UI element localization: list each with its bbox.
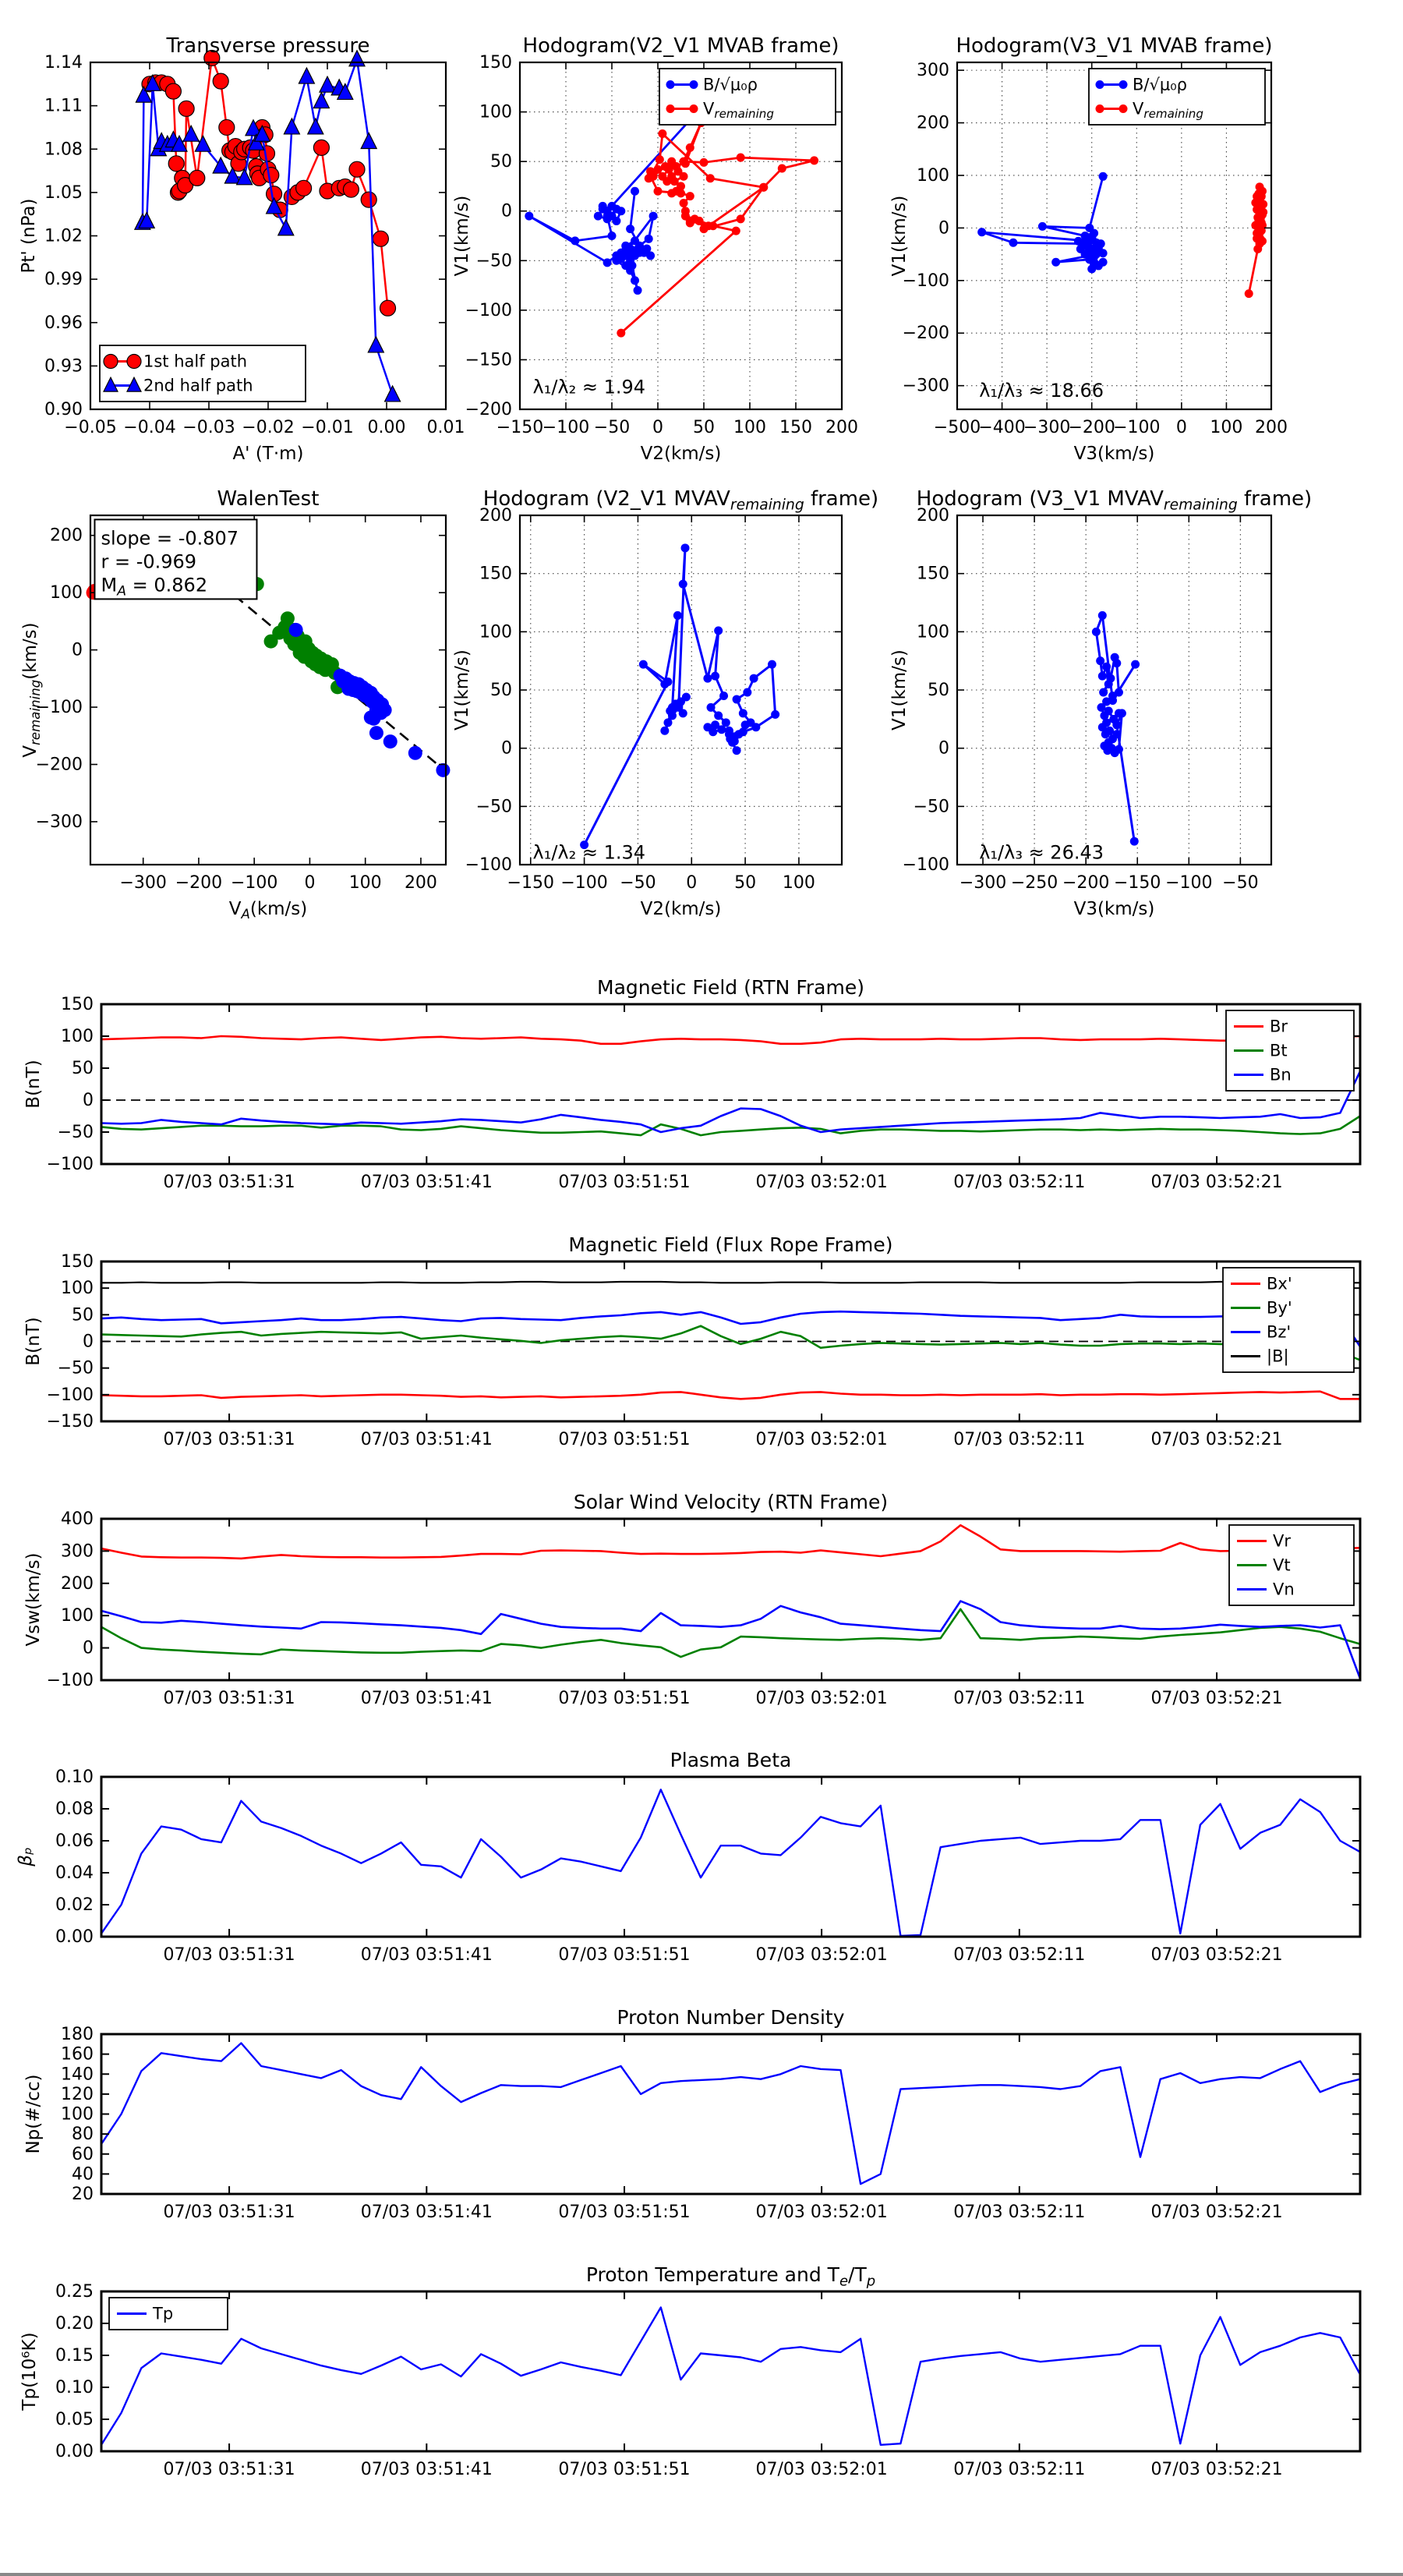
x-tick-label: −150 bbox=[496, 418, 544, 437]
legend-label: Bz' bbox=[1267, 1322, 1292, 1342]
legend bbox=[109, 2298, 228, 2330]
y-tick-label: 100 bbox=[479, 622, 512, 642]
x-tick-label: −100 bbox=[1165, 873, 1213, 893]
legend-label: B/√μ₀ρ bbox=[703, 75, 758, 94]
x-tick-label: −0.04 bbox=[123, 418, 176, 437]
series-V remaining bbox=[580, 543, 779, 849]
x-tick-label: 07/03 03:51:41 bbox=[360, 1430, 493, 1449]
x-tick-label: −0.01 bbox=[301, 418, 354, 437]
panel-plasma-beta bbox=[16, 1749, 1360, 1965]
y-tick-label: 0.00 bbox=[55, 1927, 94, 1947]
legend bbox=[100, 345, 306, 402]
x-tick-label: 07/03 03:51:31 bbox=[163, 2203, 295, 2222]
y-tick-label: −150 bbox=[46, 1412, 94, 1431]
x-tick-label: 07/03 03:52:11 bbox=[953, 2460, 1086, 2479]
x-tick-label: 100 bbox=[733, 418, 766, 437]
x-tick-label: −150 bbox=[507, 873, 554, 893]
x-tick-label: 07/03 03:51:31 bbox=[163, 1173, 295, 1192]
annotation bbox=[979, 380, 1104, 402]
series-Tp bbox=[101, 2308, 1360, 2445]
axes-frame bbox=[520, 515, 842, 865]
x-tick-label: 200 bbox=[404, 873, 437, 893]
y-tick-label: 0 bbox=[83, 1091, 94, 1110]
y-tick-label: 200 bbox=[61, 1573, 94, 1594]
axes-frame bbox=[101, 1777, 1360, 1937]
x-tick-label: 07/03 03:51:41 bbox=[360, 1173, 493, 1192]
y-tick-label: −200 bbox=[35, 755, 83, 775]
y-tick-label: 80 bbox=[72, 2125, 94, 2145]
x-tick-label: 0 bbox=[652, 418, 663, 437]
panel-mag-fluxrope bbox=[23, 1233, 1360, 1449]
y-tick-label: 0.05 bbox=[55, 2410, 94, 2429]
title-plasma-beta: Plasma Beta bbox=[670, 1749, 792, 1771]
series-V remaining bbox=[1092, 611, 1140, 846]
legend-label: 1st half path bbox=[143, 352, 248, 371]
series-Bt bbox=[101, 1116, 1360, 1136]
x-tick-label: −200 bbox=[1062, 873, 1110, 893]
title-mag-fluxrope: Magnetic Field (Flux Rope Frame) bbox=[568, 1233, 893, 1256]
legend-label: $V_{remaining}$ bbox=[1133, 99, 1203, 122]
title-mag-rtn: Magnetic Field (RTN Frame) bbox=[597, 976, 864, 999]
y-tick-label: 0 bbox=[83, 1638, 94, 1658]
y-tick-label: −100 bbox=[465, 300, 512, 320]
title-hodogram-v2v1-mvab: Hodogram(V2_V1 MVAB frame) bbox=[522, 34, 839, 58]
series-beta_p bbox=[101, 1789, 1360, 1936]
x-tick-label: −50 bbox=[1222, 873, 1259, 893]
ticks bbox=[101, 1519, 1360, 1680]
y-axis-label: V1(km/s) bbox=[889, 195, 910, 277]
series-By' bbox=[101, 1326, 1360, 1361]
x-tick-label: −300 bbox=[1023, 418, 1071, 437]
y-tick-label: 200 bbox=[917, 113, 949, 133]
x-tick-label: 07/03 03:51:41 bbox=[360, 1945, 493, 1965]
title-hodogram-v3v1-mvab: Hodogram(V3_V1 MVAB frame) bbox=[956, 34, 1273, 58]
grid bbox=[520, 515, 842, 865]
ticks bbox=[520, 515, 842, 865]
y-tick-label: 0.99 bbox=[44, 270, 83, 290]
y-axis-label: V1(km/s) bbox=[452, 195, 472, 277]
annotation-line: λ₁/λ₃ ≈ 26.43 bbox=[979, 841, 1104, 864]
annotation bbox=[94, 519, 256, 599]
x-tick-label: 07/03 03:52:11 bbox=[953, 2203, 1086, 2222]
x-tick-label: 07/03 03:51:31 bbox=[163, 1430, 295, 1449]
x-tick-label: 07/03 03:52:01 bbox=[755, 2203, 888, 2222]
y-axis-label: Vsw(km/s) bbox=[23, 1552, 44, 1647]
y-tick-label: 0 bbox=[501, 738, 512, 759]
y-tick-label: 180 bbox=[61, 2025, 94, 2044]
series-Vt bbox=[101, 1609, 1360, 1657]
x-tick-label: −100 bbox=[560, 873, 608, 893]
x-tick-label: 07/03 03:52:21 bbox=[1150, 1430, 1283, 1449]
ticks bbox=[101, 2034, 1360, 2194]
x-tick-label: 07/03 03:52:01 bbox=[755, 1945, 888, 1965]
y-axis-label: V1(km/s) bbox=[889, 649, 910, 731]
x-tick-label: 150 bbox=[779, 418, 812, 437]
y-tick-label: 0.15 bbox=[55, 2346, 94, 2365]
y-tick-label: −50 bbox=[57, 1358, 94, 1378]
x-tick-label: 07/03 03:52:01 bbox=[755, 2460, 888, 2479]
y-axis-label: Tp(10⁶K) bbox=[19, 2332, 40, 2411]
y-tick-label: −100 bbox=[902, 271, 949, 291]
y-tick-label: −100 bbox=[465, 855, 512, 875]
legend-label: Bt bbox=[1270, 1041, 1288, 1060]
title-walen-test: WalenTest bbox=[217, 487, 320, 511]
panel-vsw-rtn bbox=[23, 1491, 1360, 1708]
series-Vr bbox=[101, 1525, 1360, 1559]
legend-label: Vn bbox=[1273, 1580, 1295, 1599]
y-tick-label: 140 bbox=[61, 2065, 94, 2085]
x-tick-label: −500 bbox=[933, 418, 981, 437]
annotation-line: λ₁/λ₂ ≈ 1.34 bbox=[532, 841, 646, 864]
y-tick-label: −300 bbox=[902, 376, 949, 396]
x-axis-label: V2(km/s) bbox=[640, 899, 722, 919]
x-tick-label: −300 bbox=[959, 873, 1007, 893]
y-tick-label: 0.20 bbox=[55, 2314, 94, 2334]
y-tick-label: 100 bbox=[917, 165, 949, 186]
x-tick-label: 07/03 03:52:21 bbox=[1150, 2203, 1283, 2222]
panel-hodogram-v3v1-mvab bbox=[889, 34, 1288, 464]
x-tick-label: 0.00 bbox=[367, 418, 406, 437]
y-tick-label: 0.10 bbox=[55, 1767, 94, 1787]
y-tick-label: −50 bbox=[913, 797, 949, 817]
y-tick-label: 100 bbox=[61, 1279, 94, 1299]
y-tick-label: 100 bbox=[61, 1606, 94, 1626]
panel-mag-rtn bbox=[23, 976, 1360, 1192]
y-tick-label: 0 bbox=[83, 1332, 94, 1352]
x-tick-label: −0.05 bbox=[64, 418, 117, 437]
y-tick-label: 150 bbox=[917, 564, 949, 584]
y-tick-label: 0.96 bbox=[44, 313, 83, 333]
panel-hodogram-v3v1-mvav bbox=[889, 487, 1312, 919]
x-tick-label: 200 bbox=[1255, 418, 1288, 437]
x-tick-label: −300 bbox=[119, 873, 167, 893]
y-axis-label: V1(km/s) bbox=[452, 649, 472, 731]
y-tick-label: 40 bbox=[72, 2164, 94, 2185]
x-tick-label: −250 bbox=[1010, 873, 1058, 893]
y-tick-label: 150 bbox=[61, 995, 94, 1014]
legend-label: Br bbox=[1270, 1017, 1288, 1036]
x-tick-label: 07/03 03:52:21 bbox=[1150, 1689, 1283, 1708]
y-tick-label: 0.02 bbox=[55, 1895, 94, 1915]
y-axis-label: Np(#/cc) bbox=[23, 2074, 44, 2154]
x-tick-label: 07/03 03:51:51 bbox=[558, 2460, 691, 2479]
x-tick-label: 07/03 03:52:21 bbox=[1150, 1945, 1283, 1965]
y-tick-label: 50 bbox=[490, 152, 512, 172]
series-Bx' bbox=[101, 1392, 1360, 1399]
y-tick-label: 150 bbox=[479, 564, 512, 584]
y-tick-label: −100 bbox=[46, 1385, 94, 1405]
title-vsw-rtn: Solar Wind Velocity (RTN Frame) bbox=[573, 1491, 889, 1513]
y-tick-label: 0.06 bbox=[55, 1831, 94, 1851]
x-tick-label: 07/03 03:52:11 bbox=[953, 1430, 1086, 1449]
title-proton-density: Proton Number Density bbox=[617, 2006, 845, 2029]
y-tick-label: 60 bbox=[72, 2144, 94, 2164]
x-tick-label: 50 bbox=[693, 418, 715, 437]
x-tick-label: 07/03 03:52:21 bbox=[1150, 2460, 1283, 2479]
x-tick-label: 07/03 03:52:01 bbox=[755, 1173, 888, 1192]
ticks bbox=[101, 1004, 1360, 1164]
x-tick-label: 100 bbox=[782, 873, 815, 893]
y-tick-label: 120 bbox=[61, 2084, 94, 2104]
x-tick-label: 07/03 03:52:11 bbox=[953, 1173, 1086, 1192]
y-tick-label: 0 bbox=[72, 640, 83, 660]
y-tick-label: 0 bbox=[501, 201, 512, 221]
title-transverse-pressure: Transverse pressure bbox=[166, 34, 370, 58]
y-tick-label: −100 bbox=[46, 1155, 94, 1174]
y-axis-label: $V_{remaining}(km/s)$ bbox=[20, 622, 44, 758]
y-tick-label: 50 bbox=[928, 681, 949, 700]
annotation bbox=[533, 377, 646, 398]
legend-label: Vr bbox=[1273, 1531, 1291, 1551]
y-tick-label: 200 bbox=[50, 525, 83, 546]
series-Br bbox=[101, 1036, 1360, 1045]
title-hodogram-v3v1-mvav: Hodogram (V3_V1 $MVAV_{remaining}$ frame) bbox=[916, 487, 1313, 514]
y-tick-label: 100 bbox=[917, 622, 949, 642]
annotation-line: slope = -0.807 bbox=[101, 527, 239, 550]
y-tick-label: −50 bbox=[475, 797, 512, 817]
x-tick-label: 07/03 03:51:41 bbox=[360, 2460, 493, 2479]
y-tick-label: 0.25 bbox=[55, 2282, 94, 2302]
y-tick-label: 50 bbox=[72, 1305, 94, 1325]
x-tick-label: 07/03 03:51:51 bbox=[558, 2203, 691, 2222]
x-tick-label: 07/03 03:52:11 bbox=[953, 1945, 1086, 1965]
legend-label: By' bbox=[1267, 1298, 1292, 1318]
x-axis-label: V2(km/s) bbox=[640, 444, 722, 464]
axes-frame bbox=[101, 1519, 1360, 1680]
y-axis-label: βₚ bbox=[16, 1847, 36, 1867]
legend-label: Vt bbox=[1273, 1555, 1291, 1575]
y-tick-label: 100 bbox=[50, 583, 83, 603]
y-tick-label: 0 bbox=[938, 738, 949, 759]
grid bbox=[957, 515, 1271, 865]
y-axis-label: B(nT) bbox=[23, 1060, 44, 1109]
y-axis-label: Pt' (nPa) bbox=[19, 198, 39, 274]
y-axis-label: B(nT) bbox=[23, 1317, 44, 1366]
x-tick-label: −100 bbox=[542, 418, 590, 437]
y-tick-label: 0.10 bbox=[55, 2378, 94, 2397]
x-tick-label: −0.02 bbox=[242, 418, 295, 437]
series-Bn bbox=[101, 1071, 1360, 1132]
series-1st half path bbox=[142, 50, 396, 316]
annotation-line: λ₁/λ₃ ≈ 18.66 bbox=[979, 379, 1104, 402]
panel-hodogram-v2v1-mvav bbox=[452, 487, 878, 919]
y-tick-label: 1.14 bbox=[44, 53, 83, 73]
series-|B| bbox=[101, 1282, 1360, 1283]
title-hodogram-v2v1-mvav: Hodogram (V2_V1 $MVAV_{remaining}$ frame) bbox=[482, 487, 879, 514]
title-proton-temp: Proton Temperature and $T_e/T_p$ bbox=[585, 2263, 876, 2290]
x-tick-label: −200 bbox=[1068, 418, 1115, 437]
y-tick-label: −300 bbox=[35, 812, 83, 832]
legend-label: B/√μ₀ρ bbox=[1133, 75, 1187, 94]
y-tick-label: 50 bbox=[490, 681, 512, 700]
x-tick-label: 07/03 03:51:51 bbox=[558, 1173, 691, 1192]
x-tick-label: −150 bbox=[1114, 873, 1161, 893]
x-tick-label: 07/03 03:52:01 bbox=[755, 1689, 888, 1708]
x-tick-label: 07/03 03:51:51 bbox=[558, 1689, 691, 1708]
ticks bbox=[101, 1777, 1360, 1937]
annotation-line: $M_A = 0.862$ bbox=[101, 574, 208, 600]
x-tick-label: 07/03 03:51:41 bbox=[360, 2203, 493, 2222]
legend-label: Bn bbox=[1270, 1065, 1292, 1085]
y-tick-label: 400 bbox=[61, 1509, 94, 1529]
x-axis-label: V3(km/s) bbox=[1073, 899, 1155, 919]
x-tick-label: −100 bbox=[1113, 418, 1161, 437]
x-tick-label: 07/03 03:52:11 bbox=[953, 1689, 1086, 1708]
x-tick-label: 0 bbox=[304, 873, 316, 893]
y-tick-label: −200 bbox=[902, 324, 949, 344]
annotation-line: r = -0.969 bbox=[101, 550, 197, 573]
x-axis-label: V3(km/s) bbox=[1073, 444, 1155, 464]
legend-label: |B| bbox=[1267, 1346, 1289, 1366]
y-tick-label: −100 bbox=[35, 698, 83, 718]
y-tick-label: 100 bbox=[61, 2104, 94, 2125]
y-tick-label: 200 bbox=[479, 506, 512, 525]
y-tick-label: 1.02 bbox=[44, 226, 83, 246]
axes-frame bbox=[101, 1004, 1360, 1164]
y-tick-label: 150 bbox=[479, 53, 512, 73]
legend-label: Tp bbox=[153, 2304, 174, 2323]
x-tick-label: −200 bbox=[175, 873, 223, 893]
y-tick-label: 100 bbox=[479, 102, 512, 122]
annotation bbox=[979, 842, 1104, 864]
y-tick-label: 300 bbox=[61, 1541, 94, 1562]
panel-proton-density bbox=[23, 2006, 1360, 2222]
y-tick-label: 1.08 bbox=[44, 140, 83, 160]
x-tick-label: 0 bbox=[686, 873, 698, 893]
x-tick-label: 50 bbox=[734, 873, 757, 893]
x-tick-label: −0.03 bbox=[182, 418, 235, 437]
x-tick-label: −100 bbox=[230, 873, 278, 893]
y-tick-label: 20 bbox=[72, 2185, 94, 2204]
legend-label: Bx' bbox=[1267, 1274, 1292, 1293]
x-tick-label: 07/03 03:52:01 bbox=[755, 1430, 888, 1449]
y-tick-label: −200 bbox=[465, 400, 512, 419]
x-tick-label: −400 bbox=[978, 418, 1026, 437]
x-tick-label: 07/03 03:51:31 bbox=[163, 1689, 295, 1708]
series-V remaining bbox=[617, 119, 818, 338]
y-tick-label: −50 bbox=[57, 1123, 94, 1142]
panel-walen-test bbox=[20, 487, 450, 922]
x-tick-label: 07/03 03:51:51 bbox=[558, 1430, 691, 1449]
panel-hodogram-v2v1-mvab bbox=[452, 34, 858, 464]
legend-label: $V_{remaining}$ bbox=[703, 99, 774, 122]
x-tick-label: 100 bbox=[348, 873, 382, 893]
x-axis-label: $V_A(km/s)$ bbox=[228, 899, 308, 922]
y-tick-label: 0.00 bbox=[55, 2442, 94, 2461]
y-tick-label: −100 bbox=[902, 855, 949, 875]
x-tick-label: 07/03 03:51:31 bbox=[163, 1945, 295, 1965]
x-tick-label: 0 bbox=[1175, 418, 1187, 437]
x-tick-label: −50 bbox=[593, 418, 631, 437]
x-tick-label: 200 bbox=[825, 418, 858, 437]
y-tick-label: 0.08 bbox=[55, 1799, 94, 1819]
y-tick-label: 300 bbox=[917, 61, 949, 81]
x-tick-label: 07/03 03:52:21 bbox=[1150, 1173, 1283, 1192]
y-tick-label: 0.93 bbox=[44, 356, 83, 377]
y-tick-label: 50 bbox=[72, 1059, 94, 1078]
panel-transverse-pressure bbox=[19, 34, 465, 464]
y-tick-label: −150 bbox=[465, 350, 512, 370]
y-tick-label: −50 bbox=[475, 251, 512, 271]
legend bbox=[1226, 1010, 1354, 1091]
x-tick-label: 07/03 03:51:51 bbox=[558, 1945, 691, 1965]
y-tick-label: 0 bbox=[938, 218, 949, 239]
series-Vn bbox=[101, 1601, 1360, 1679]
x-tick-label: −50 bbox=[620, 873, 656, 893]
panel-proton-temp bbox=[19, 2263, 1360, 2479]
axes-frame bbox=[101, 2291, 1360, 2451]
axes-frame bbox=[101, 2034, 1360, 2194]
x-axis-label: A' (T·m) bbox=[232, 444, 304, 464]
y-tick-label: 1.05 bbox=[44, 182, 83, 203]
x-tick-label: 07/03 03:51:31 bbox=[163, 2460, 295, 2479]
legend bbox=[1089, 69, 1265, 125]
annotation-line: λ₁/λ₂ ≈ 1.94 bbox=[532, 376, 646, 398]
legend-label: 2nd half path bbox=[143, 376, 253, 395]
legend bbox=[1229, 1525, 1354, 1605]
ticks bbox=[101, 2291, 1360, 2451]
series-B/sqrt(mu0 rho) bbox=[977, 172, 1107, 274]
y-tick-label: 1.11 bbox=[44, 96, 83, 116]
legend bbox=[1223, 1268, 1354, 1372]
legend bbox=[659, 69, 836, 125]
y-tick-label: 0.90 bbox=[44, 400, 83, 419]
y-tick-label: 150 bbox=[61, 1252, 94, 1272]
x-tick-label: 07/03 03:51:41 bbox=[360, 1689, 493, 1708]
x-tick-label: 0.01 bbox=[426, 418, 465, 437]
x-tick-label: 100 bbox=[1210, 418, 1243, 437]
y-tick-label: 200 bbox=[917, 506, 949, 525]
y-tick-label: 100 bbox=[61, 1027, 94, 1046]
y-tick-label: 160 bbox=[61, 2044, 94, 2065]
series-Np bbox=[101, 2043, 1360, 2185]
y-tick-label: −100 bbox=[46, 1671, 94, 1690]
annotation bbox=[533, 842, 646, 864]
y-tick-label: 0.04 bbox=[55, 1863, 94, 1883]
